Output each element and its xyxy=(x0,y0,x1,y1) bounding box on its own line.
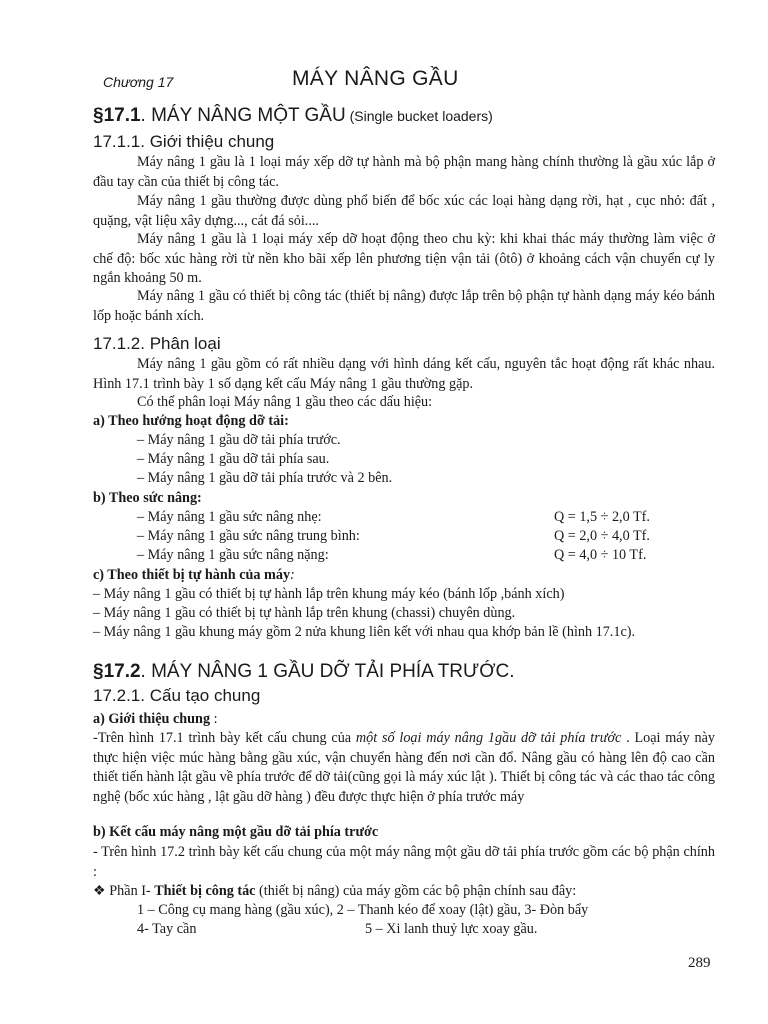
criteria-c-heading: c) Theo thiết bị tự hành của máy: xyxy=(93,567,295,583)
component-list-line: 4- Tay cần 5 – Xi lanh thuỷ lực xoay gầu. xyxy=(137,921,538,937)
capacity-value: Q = 4,0 ÷ 10 Tf. xyxy=(554,547,647,563)
chapter-title: MÁY NÂNG GẦU xyxy=(292,67,459,90)
list-item: – Máy nâng 1 gầu dỡ tải phía sau. xyxy=(137,451,330,467)
paragraph: - Trên hình 17.2 trình bày kết cấu chung của một máy nâng một gầu dỡ tải phía trước gồm các bộ phận chính : xyxy=(93,844,715,880)
criteria-a-heading: a) Theo hướng hoạt động dỡ tải: xyxy=(93,413,289,429)
page-number: 289 xyxy=(688,955,711,971)
component-list-line: 1 – Công cụ mang hàng (gầu xúc), 2 – Thanh kéo để xoay (lật) gầu, 3- Đòn bẩy xyxy=(137,902,589,918)
list-item: – Máy nâng 1 gầu sức nâng trung bình: Q = 2,0 ÷ 4,0 Tf. xyxy=(137,528,650,544)
list-item: – Máy nâng 1 gầu dỡ tải phía trước. xyxy=(137,432,341,448)
section-17-2-heading xyxy=(93,661,515,683)
structure-heading: b) Kết cấu máy nâng một gầu dỡ tải phía trước xyxy=(93,824,379,840)
section-title: . MÁY NÂNG MỘT GẦU xyxy=(140,105,346,126)
section-title: . MÁY NÂNG 1 GẦU DỠ TẢI PHÍA TRƯỚC. xyxy=(140,661,515,682)
subsection-17-1-1-heading: 17.1.1. Giới thiệu chung xyxy=(93,132,275,151)
paragraph: Máy nâng 1 gầu có thiết bị công tác (thiết bị nâng) được lắp trên bộ phận tự hành dạng máy kéo bánh lốp hoặc bánh xích. xyxy=(93,288,715,324)
chapter-label: Chương 17 xyxy=(103,74,174,90)
list-item: – Máy nâng 1 gầu có thiết bị tự hành lắp trên khung máy kéo (bánh lốp ,bánh xích) xyxy=(93,586,565,602)
part-1-line: ❖ Phần I- Thiết bị công tác (thiết bị nâng) của máy gồm các bộ phận chính sau đây: xyxy=(93,883,577,899)
capacity-value: Q = 2,0 ÷ 4,0 Tf. xyxy=(554,528,650,544)
list-item: – Máy nâng 1 gầu khung máy gồm 2 nửa khung liên kết với nhau qua khớp bản lề (hình 17.1c). xyxy=(93,624,636,640)
capacity-value: Q = 1,5 ÷ 2,0 Tf. xyxy=(554,509,650,525)
paragraph: Máy nâng 1 gầu là 1 loại máy xếp dỡ hoạt động theo chu kỳ: khi khai thác máy thường làm việc ở chế độ: bốc xúc hàng rời từ nền kho bãi xếp lên phương tiện vận tải (ôtô) ở khoảng cách vận chuyển cự ly ngắn khoảng 50 m. xyxy=(93,231,715,286)
paragraph: Có thể phân loại Máy nâng 1 gầu theo các dấu hiệu: xyxy=(137,394,433,410)
paragraph: Máy nâng 1 gầu gồm có rất nhiều dạng với hình dáng kết cấu, nguyên tắc hoạt động rất khác nhau. Hình 17.1 trình bày 1 số dạng kết cấu Máy nâng 1 gầu thường gặp. xyxy=(93,356,715,392)
section-number: §17.2 xyxy=(93,661,141,682)
criteria-b-heading: b) Theo sức nâng: xyxy=(93,490,202,506)
diamond-bullet-icon: ❖ xyxy=(93,883,106,899)
section-number: §17.1 xyxy=(93,105,141,126)
section-english-title: (Single bucket loaders) xyxy=(345,108,493,124)
paragraph: -Trên hình 17.1 trình bày kết cấu chung của một số loại máy nâng 1gầu dỡ tải phía trước . Loại máy này thực hiện việc múc hàng bằng gầu xúc, vận chuyển hàng đến nơi cần đổ. Nâng gầu có hàng lên độ cao cần thiết tiến hành lật gầu về phía trước để dỡ tải(cũng gọi là máy xúc lật ). Thiết bị công tác và các thao tác công nghệ (bốc xúc hàng , lật gầu dỡ hàng ) đều được thực hiện ở phía trước máy xyxy=(93,730,715,805)
paragraph: Máy nâng 1 gầu là 1 loại máy xếp dỡ tự hành mà bộ phận mang hàng chính thường là gầu xúc lắp ở đầu tay cần của thiết bị công tác. xyxy=(93,154,715,190)
list-item: – Máy nâng 1 gầu dỡ tải phía trước và 2 bên. xyxy=(137,470,393,486)
list-item: – Máy nâng 1 gầu sức nâng nhẹ: Q = 1,5 ÷ 2,0 Tf. xyxy=(137,509,650,525)
section-17-1-heading xyxy=(93,105,493,127)
intro-heading: a) Giới thiệu chung : xyxy=(93,711,218,727)
list-item: – Máy nâng 1 gầu có thiết bị tự hành lắp trên khung (chassi) chuyên dùng. xyxy=(93,605,516,621)
list-item: – Máy nâng 1 gầu sức nâng nặng: Q = 4,0 ÷ 10 Tf. xyxy=(137,547,647,563)
subsection-17-2-1-heading: 17.2.1. Cấu tạo chung xyxy=(93,686,261,705)
subsection-17-1-2-heading: 17.1.2. Phân loại xyxy=(93,334,221,353)
paragraph: Máy nâng 1 gầu thường được dùng phổ biến để bốc xúc các loại hàng dạng rời, hạt , cục nhỏ: đất , quặng, vật liệu xây dựng..., cát đá sỏi.... xyxy=(93,193,715,229)
